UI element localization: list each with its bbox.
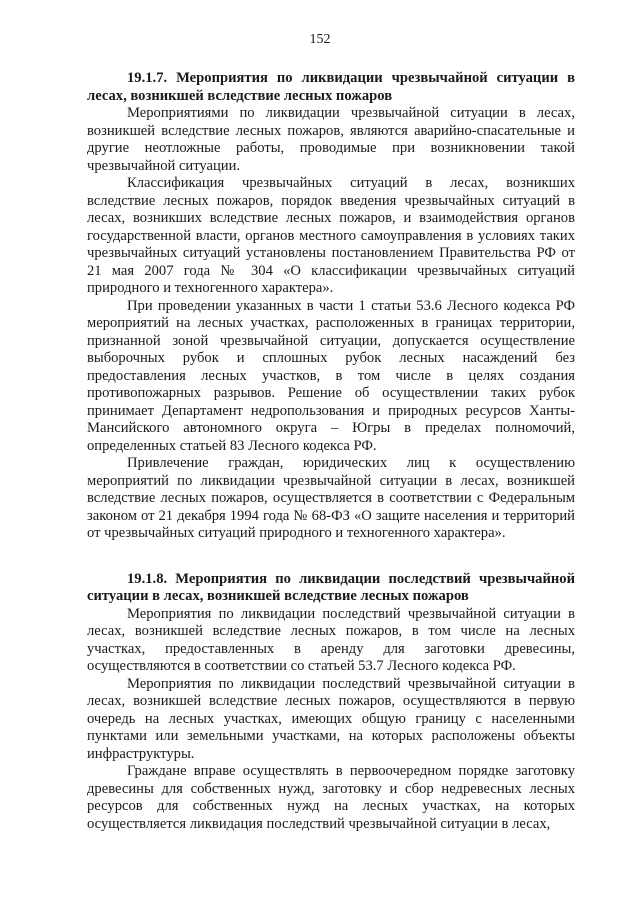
paragraph: Привлечение граждан, юридических лиц к осуществлению мероприятий по ликвидации чрезвычайной ситуации в лесах, возникшей вследствие лесных пожаров, осуществляется в соответствии с Федеральным законом от 21 декабря 1994 года № 68-ФЗ «О защите населения и территорий от чрезвычайных ситуаций природного и техногенного характера». — [87, 455, 575, 541]
paragraph: Мероприятия по ликвидации последствий чрезвычайной ситуации в лесах, возникшей вследствие лесных пожаров, осуществляются в первую очередь на лесных участках, имеющих общую границу с населенными пунктами или земельными участками, на которых расположены объекты инфраструктуры. — [87, 675, 575, 762]
paragraph: Классификация чрезвычайных ситуаций в лесах, возникших вследствие лесных пожаров, порядок введения чрезвычайных ситуаций в лесах, возникших вследствие лесных пожаров, и взаимодействия органов государственной власти, органов местного самоуправления в условиях таких чрезвычайных ситуаций установлены постановлением Правительства РФ от 21 мая 2007 года № 304 «О классификации чрезвычайных ситуаций природного и техногенного характера». — [87, 175, 575, 296]
paragraph: При проведении указанных в части 1 статьи 53.6 Лесного кодекса РФ мероприятий на лесных участках, расположенных в границах территории, признанной зоной чрезвычайной ситуации, допускается осуществление выборочных рубок и сплошных рубок лесных насаждений без предоставления лесных участков, в том числе в целях создания противопожарных разрывов. Решение об осуществлении таких рубок принимает Департамент недропользования и природных ресурсов Ханты-Мансийского автономного округа – Югры в пределах полномочий, определенных статьей 83 Лесного кодекса РФ. — [87, 297, 575, 454]
section-heading-19-1-7: 19.1.7. Мероприятия по ликвидации чрезвычайной ситуации в лесах, возникшей вследствие лесных пожаров — [87, 70, 575, 104]
paragraph: Граждане вправе осуществлять в первоочередном порядке заготовку древесины для собственных нужд, заготовку и сбор недревесных лесных ресурсов для собственных нужд на лесных участках, на которых осуществляется ликвидация последствий чрезвычайной ситуации в лесах, — [87, 763, 575, 832]
paragraph: Мероприятиями по ликвидации чрезвычайной ситуации в лесах, возникшей вследствие лесных пожаров, являются аварийно-спасательные и другие неотложные работы, проводимые при возникновении такой чрезвычайной ситуации. — [87, 105, 575, 174]
document-body — [87, 70, 575, 833]
section-spacer — [87, 543, 575, 571]
page-number: 152 — [309, 32, 331, 47]
section-heading-19-1-8: 19.1.8. Мероприятия по ликвидации последствий чрезвычайной ситуации в лесах, возникшей вследствие лесных пожаров — [87, 570, 575, 604]
paragraph: Мероприятия по ликвидации последствий чрезвычайной ситуации в лесах, возникшей вследствие лесных пожаров, в том числе на лесных участках, предоставленных в аренду для заготовки древесины, осуществляются в соответствии со статьей 53.7 Лесного кодекса РФ. — [87, 605, 575, 674]
